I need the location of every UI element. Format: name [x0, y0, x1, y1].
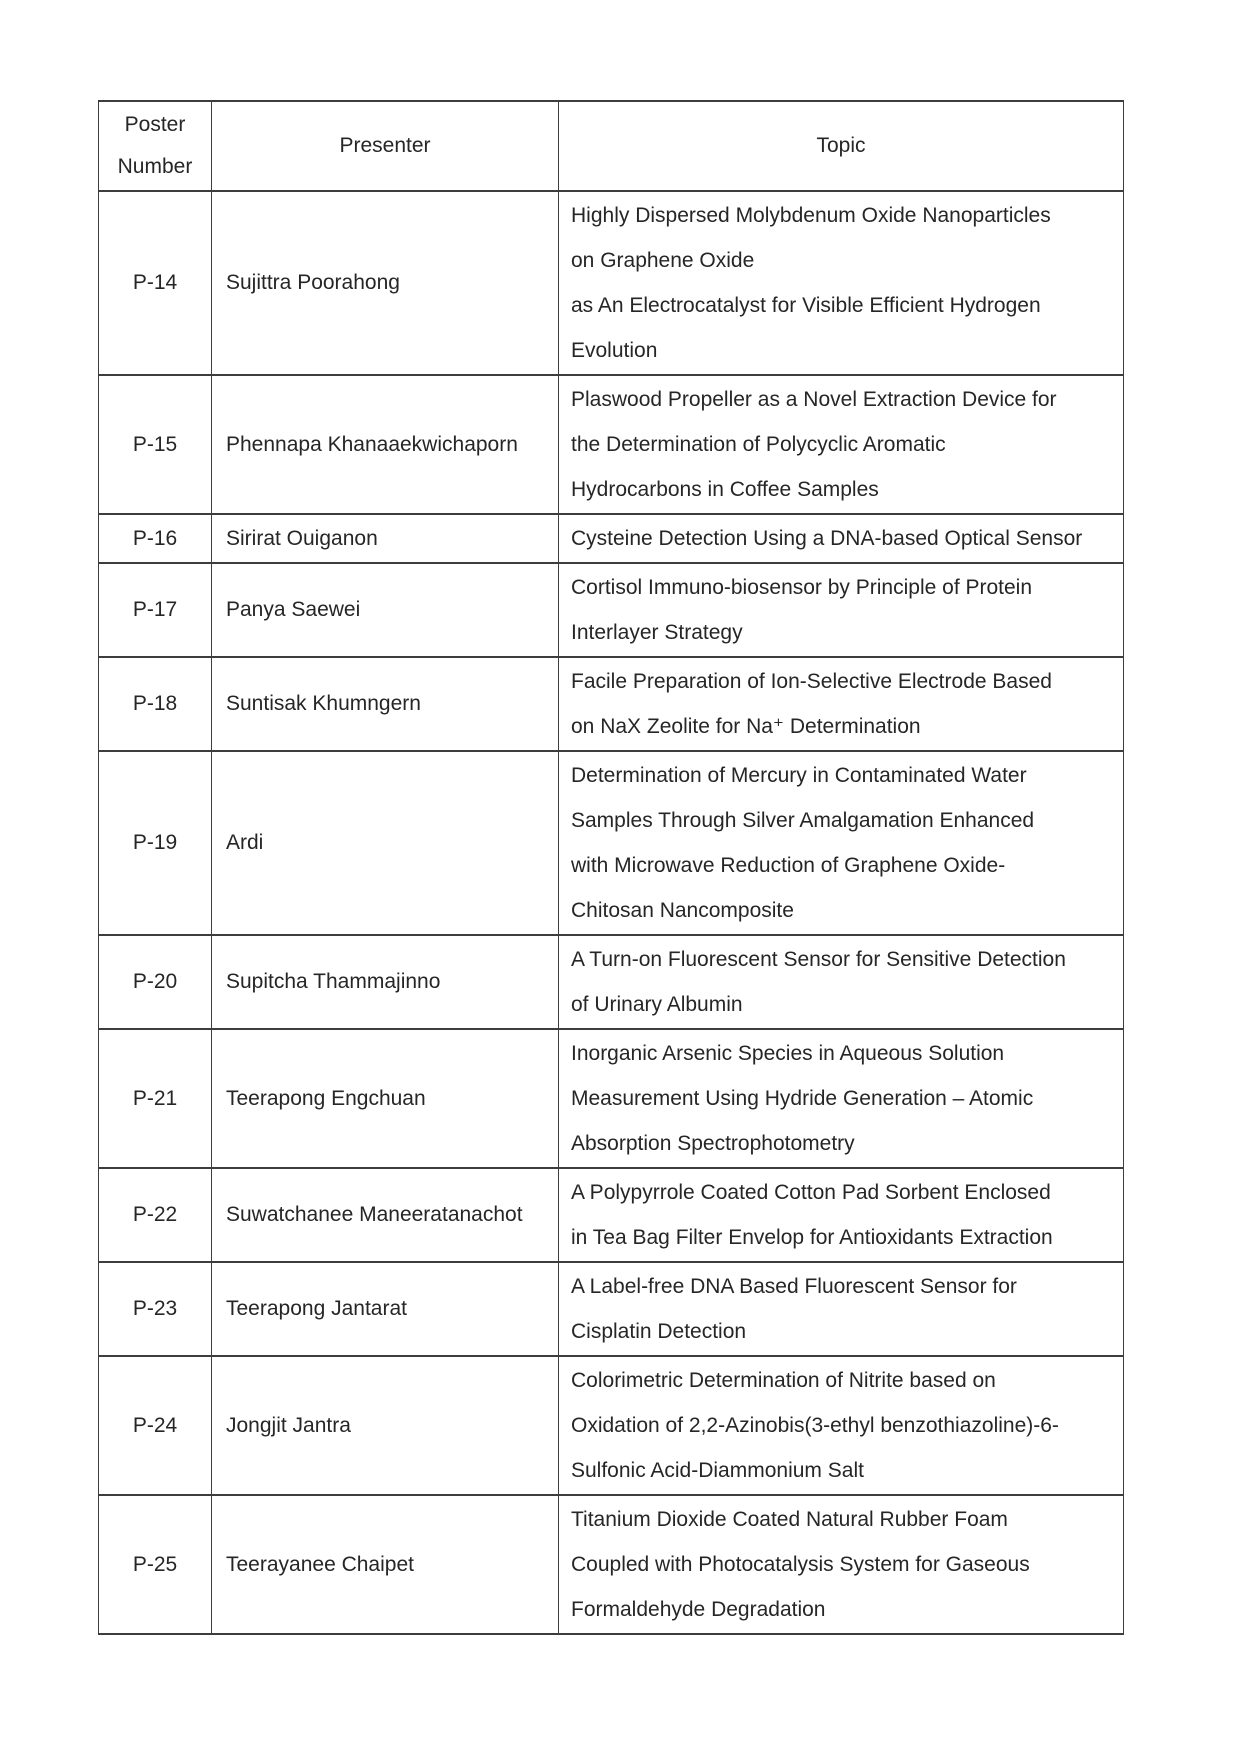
topic-line: Formaldehyde Degradation: [571, 1598, 826, 1621]
topic-line: on Graphene Oxide: [571, 249, 755, 272]
header-poster-number: [99, 101, 212, 191]
presenter-cell: Ardi: [212, 751, 559, 935]
presenter-cell: Supitcha Thammajinno: [212, 935, 559, 1029]
presenter-cell: Sujittra Poorahong: [212, 191, 559, 375]
topic-line: Facile Preparation of Ion-Selective Electrode Based: [571, 670, 1052, 693]
topic-line: Plaswood Propeller as a Novel Extraction Device for: [571, 388, 1057, 411]
topic-line: Inorganic Arsenic Species in Aqueous Solution: [571, 1042, 1005, 1065]
poster-schedule-table: [98, 100, 1124, 1635]
poster-number-cell: P-17: [99, 563, 212, 657]
poster-number-cell: P-25: [99, 1495, 212, 1634]
table-row: [99, 191, 1124, 375]
topic-line: Interlayer Strategy: [571, 621, 743, 644]
topic-cell: [559, 935, 1124, 1029]
topic-line: Coupled with Photocatalysis System for Gaseous: [571, 1553, 1030, 1576]
topic-cell: [559, 1168, 1124, 1262]
header-row: [99, 101, 1124, 191]
topic-line: with Microwave Reduction of Graphene Oxide-: [571, 854, 1006, 877]
table-row: [99, 563, 1124, 657]
table-row: [99, 1168, 1124, 1262]
header-poster-line2: Number: [117, 155, 193, 178]
topic-cell: [559, 1029, 1124, 1168]
poster-number-cell: P-20: [99, 935, 212, 1029]
presenter-cell: Suwatchanee Maneeratanachot: [212, 1168, 559, 1262]
table-row: [99, 751, 1124, 935]
topic-cell: [559, 657, 1124, 751]
header-topic: Topic: [559, 101, 1124, 191]
presenter-cell: Phennapa Khanaaekwichaporn: [212, 375, 559, 514]
poster-number-cell: P-21: [99, 1029, 212, 1168]
topic-line: Absorption Spectrophotometry: [571, 1132, 855, 1155]
topic-line: Titanium Dioxide Coated Natural Rubber Foam: [571, 1508, 1008, 1531]
topic-line: Cisplatin Detection: [571, 1320, 747, 1343]
header-presenter: Presenter: [212, 101, 559, 191]
topic-line: Hydrocarbons in Coffee Samples: [571, 478, 879, 501]
topic-line: in Tea Bag Filter Envelop for Antioxidants Extraction: [571, 1226, 1053, 1249]
table-row: [99, 1356, 1124, 1495]
table-row: [99, 1262, 1124, 1356]
topic-cell: [559, 1262, 1124, 1356]
presenter-cell: Teerapong Jantarat: [212, 1262, 559, 1356]
poster-number-cell: P-16: [99, 514, 212, 563]
topic-line: A Turn-on Fluorescent Sensor for Sensitive Detection: [571, 948, 1066, 971]
topic-line: Samples Through Silver Amalgamation Enhanced: [571, 809, 1035, 832]
presenter-cell: Teerapong Engchuan: [212, 1029, 559, 1168]
poster-number-cell: P-23: [99, 1262, 212, 1356]
topic-cell: [559, 191, 1124, 375]
poster-number-cell: P-18: [99, 657, 212, 751]
header-poster-line1: Poster: [124, 113, 186, 136]
topic-line: A Label-free DNA Based Fluorescent Sensor for: [571, 1275, 1017, 1298]
topic-line: of Urinary Albumin: [571, 993, 743, 1016]
table-row: [99, 657, 1124, 751]
table-header: [99, 101, 1124, 191]
topic-line: Oxidation of 2,2-Azinobis(3-ethyl benzothiazoline)-6-: [571, 1414, 1059, 1437]
table-row: [99, 375, 1124, 514]
table-body: [99, 191, 1124, 1634]
table-row: [99, 1495, 1124, 1634]
topic-line: A Polypyrrole Coated Cotton Pad Sorbent Enclosed: [571, 1181, 1051, 1204]
poster-number-cell: P-15: [99, 375, 212, 514]
poster-number-cell: P-24: [99, 1356, 212, 1495]
presenter-cell: Panya Saewei: [212, 563, 559, 657]
topic-cell: [559, 514, 1124, 563]
poster-number-cell: P-14: [99, 191, 212, 375]
topic-line: Colorimetric Determination of Nitrite based on: [571, 1369, 996, 1392]
presenter-cell: Teerayanee Chaipet: [212, 1495, 559, 1634]
topic-line: the Determination of Polycyclic Aromatic: [571, 433, 946, 456]
poster-number-cell: P-19: [99, 751, 212, 935]
topic-line: Cortisol Immuno-biosensor by Principle of Protein: [571, 576, 1033, 599]
topic-cell: [559, 375, 1124, 514]
topic-cell: [559, 1495, 1124, 1634]
topic-line: Highly Dispersed Molybdenum Oxide Nanoparticles: [571, 204, 1051, 227]
topic-line: Measurement Using Hydride Generation – Atomic: [571, 1087, 1034, 1110]
presenter-cell: Suntisak Khumngern: [212, 657, 559, 751]
topic-line: Cysteine Detection Using a DNA-based Optical Sensor: [571, 527, 1083, 550]
table-row: [99, 1029, 1124, 1168]
table-row: [99, 514, 1124, 563]
topic-cell: [559, 751, 1124, 935]
table-row: [99, 935, 1124, 1029]
presenter-cell: Jongjit Jantra: [212, 1356, 559, 1495]
topic-line: Evolution: [571, 339, 658, 362]
topic-cell: [559, 1356, 1124, 1495]
presenter-cell: Sirirat Ouiganon: [212, 514, 559, 563]
topic-line: Determination of Mercury in Contaminated Water: [571, 764, 1027, 787]
topic-line: as An Electrocatalyst for Visible Efficient Hydrogen: [571, 294, 1041, 317]
poster-number-cell: P-22: [99, 1168, 212, 1262]
topic-line: Sulfonic Acid-Diammonium Salt: [571, 1459, 864, 1482]
topic-cell: [559, 563, 1124, 657]
topic-line: Chitosan Nancomposite: [571, 899, 794, 922]
topic-line: on NaX Zeolite for Na⁺ Determination: [571, 715, 921, 738]
